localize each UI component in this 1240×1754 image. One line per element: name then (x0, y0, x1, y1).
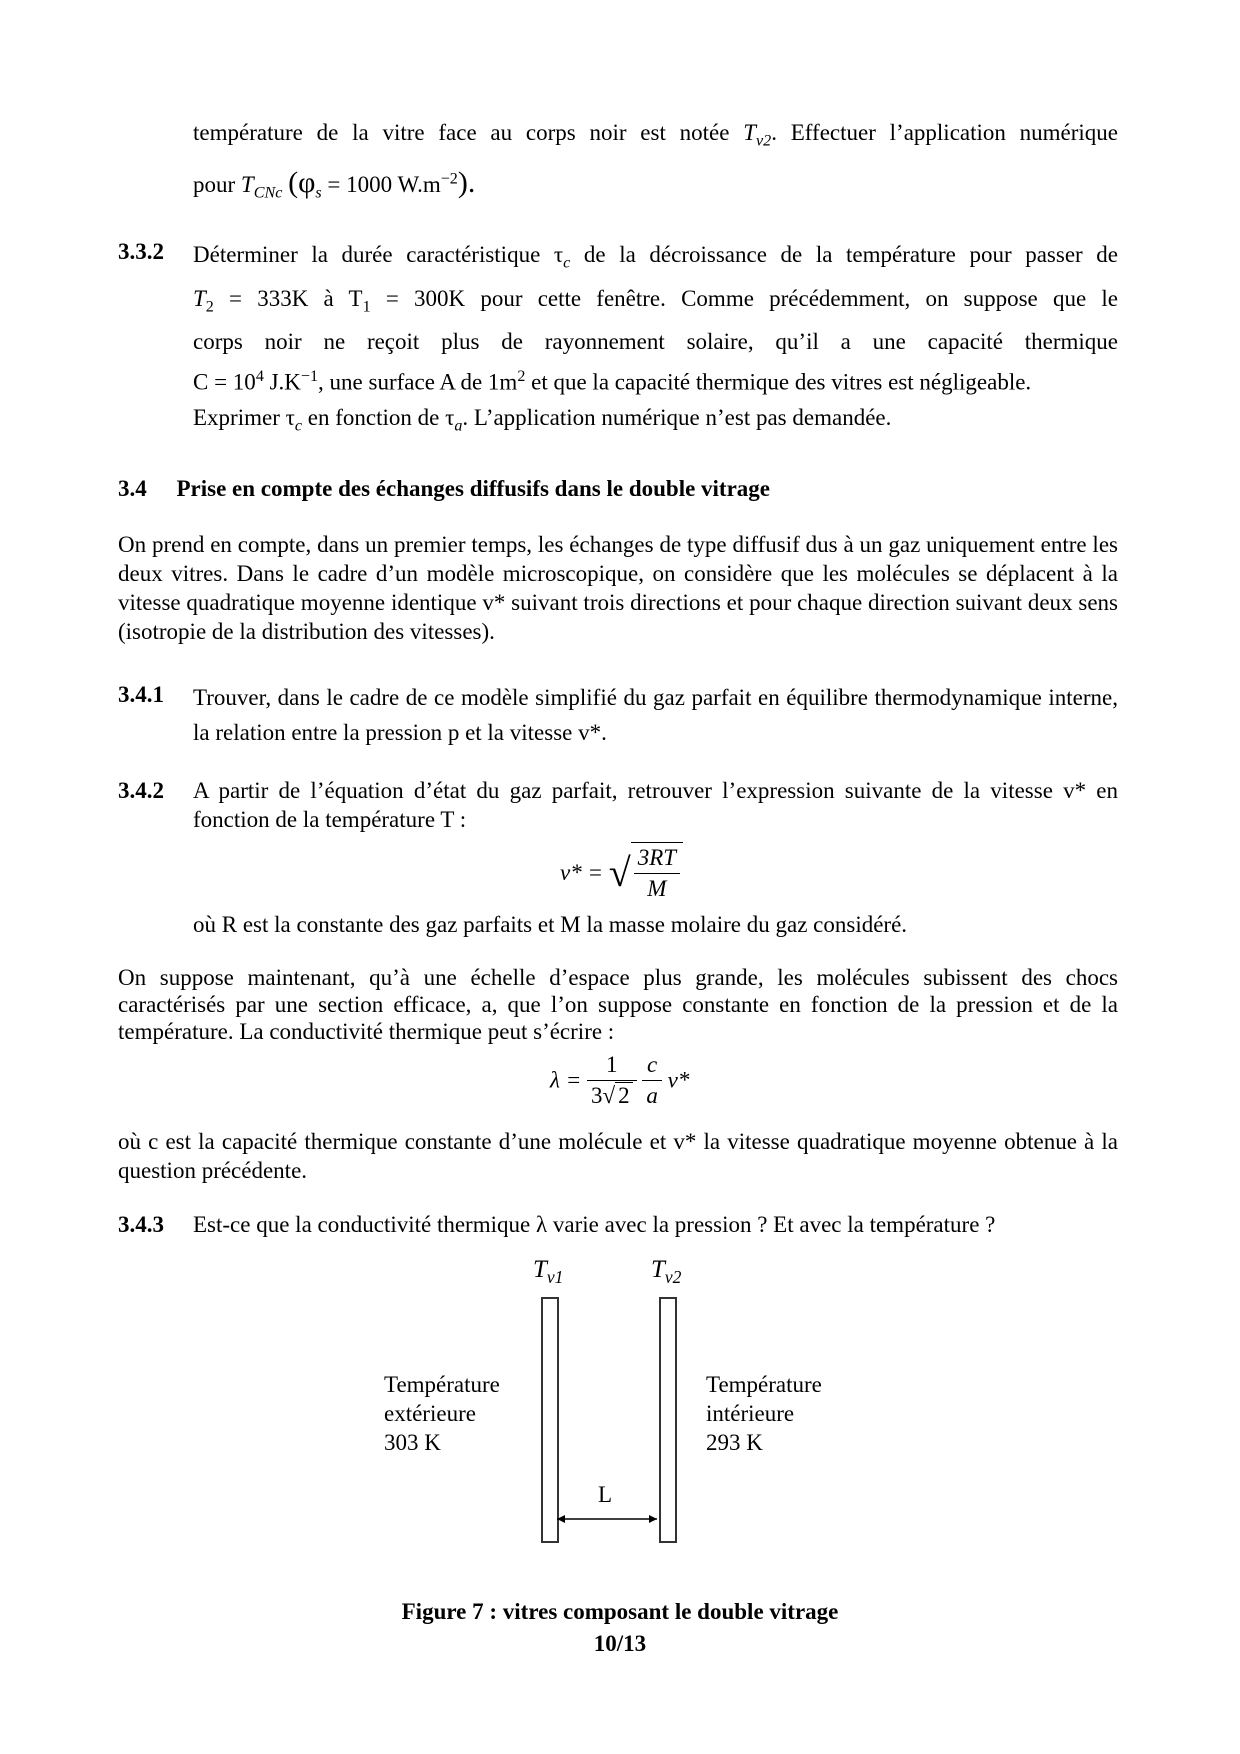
paragraph-conductivity-after: où c est la capacité thermique constante d’une molécule et v* la vitesse quadratique moyenne obtenue à la question précédente. (118, 1129, 1118, 1183)
question-342-after: où R est la constante des gaz parfaits et M la masse molaire du gaz considéré. (193, 912, 908, 937)
label-tv2: $T_{v2}$ (651, 1256, 682, 1287)
section-heading-34: 3.4 Prise en compte des échanges diffusifs dans le double vitrage (118, 476, 771, 501)
equation-vstar: v* = √ $\frac{3RT}{M}$ (560, 842, 683, 904)
page-number: 10/13 (593, 1631, 647, 1656)
inner-pane (659, 1297, 677, 1543)
outer-pane (541, 1297, 559, 1543)
continuation-paragraph (193, 118, 1118, 204)
question-342-text: A partir de l’équation d’état du gaz parfait, retrouver l’expression suivante de la vitesse v* en fonction de la température T : (193, 778, 1118, 832)
paragraph-conductivity: On suppose maintenant, qu’à une échelle d’espace plus grande, les molécules subissent des chocs caractérisés par une section efficace, a, que l’on suppose constante en fonction de la pression et de la température. La conductivité thermique peut s’écrire : (118, 965, 1118, 1044)
question-number-332: 3.3.2 (118, 239, 164, 264)
equation-lambda: λ = $\frac{1}{3√ 2}$ $\frac{c}{a}$ v* (550, 1052, 690, 1108)
question-number-342: 3.4.2 (118, 778, 164, 803)
gap-arrow (555, 1512, 659, 1526)
label-tv1: $T_{v1}$ (533, 1256, 564, 1287)
question-343-text: Est-ce que la conductivité thermique λ varie avec la pression ? Et avec la température ? (193, 1212, 996, 1237)
gap-label: L (598, 1482, 613, 1507)
continuation-line-1: température de la vitre face au corps noir est notée $T_{v2}$. Effectuer l’application numérique (193, 120, 1119, 150)
question-number-341: 3.4.1 (118, 682, 164, 707)
continuation-line-2: pour $T_{CNc}$ ($\varphi_s = 1000$ $W.m^{-2}$). (193, 165, 476, 202)
exterior-temperature-label: Température extérieure 303 K (384, 1372, 500, 1455)
interior-temperature-label: Température intérieure 293 K (706, 1372, 822, 1455)
figure-caption: Figure 7 : vitres composant le double vitrage (401, 1599, 839, 1624)
section-34-intro: On prend en compte, dans un premier temps, les échanges de type diffusif dus à un gaz uniquement entre les deux vitres. Dans le cadre d’un modèle microscopique, on considère que les molécules se déplacent à la vitesse quadratique moyenne identique v* suivant trois directions et pour chaque direction suivant deux sens (isotropie de la distribution des vitesses). (118, 532, 1118, 644)
question-341-text: Trouver, dans le cadre de ce modèle simplifié du gaz parfait en équilibre thermodynamique interne, la relation entre la pression p et la vitesse v*. (193, 685, 1118, 745)
question-332-text: Déterminer la durée caractéristique $\tau_c$ de la décroissance de la température pour passer de $T_2 = 333K$ à $T_1 = 300K$ pour cette fenêtre. Comme précédemment, on suppose que le corps noir ne reçoit plus de rayonnement solaire, qu’il a une capacité thermique $C = 10^4$ $J.K^{-1}$, une surface A de $1m^2$ et que la capacité thermique des vitres est négligeable. Exprimer $\tau_c$ en fonction de $\tau_a$. L’application numérique n’est pas demandée. (193, 242, 1118, 435)
question-number-343: 3.4.3 (118, 1212, 164, 1237)
